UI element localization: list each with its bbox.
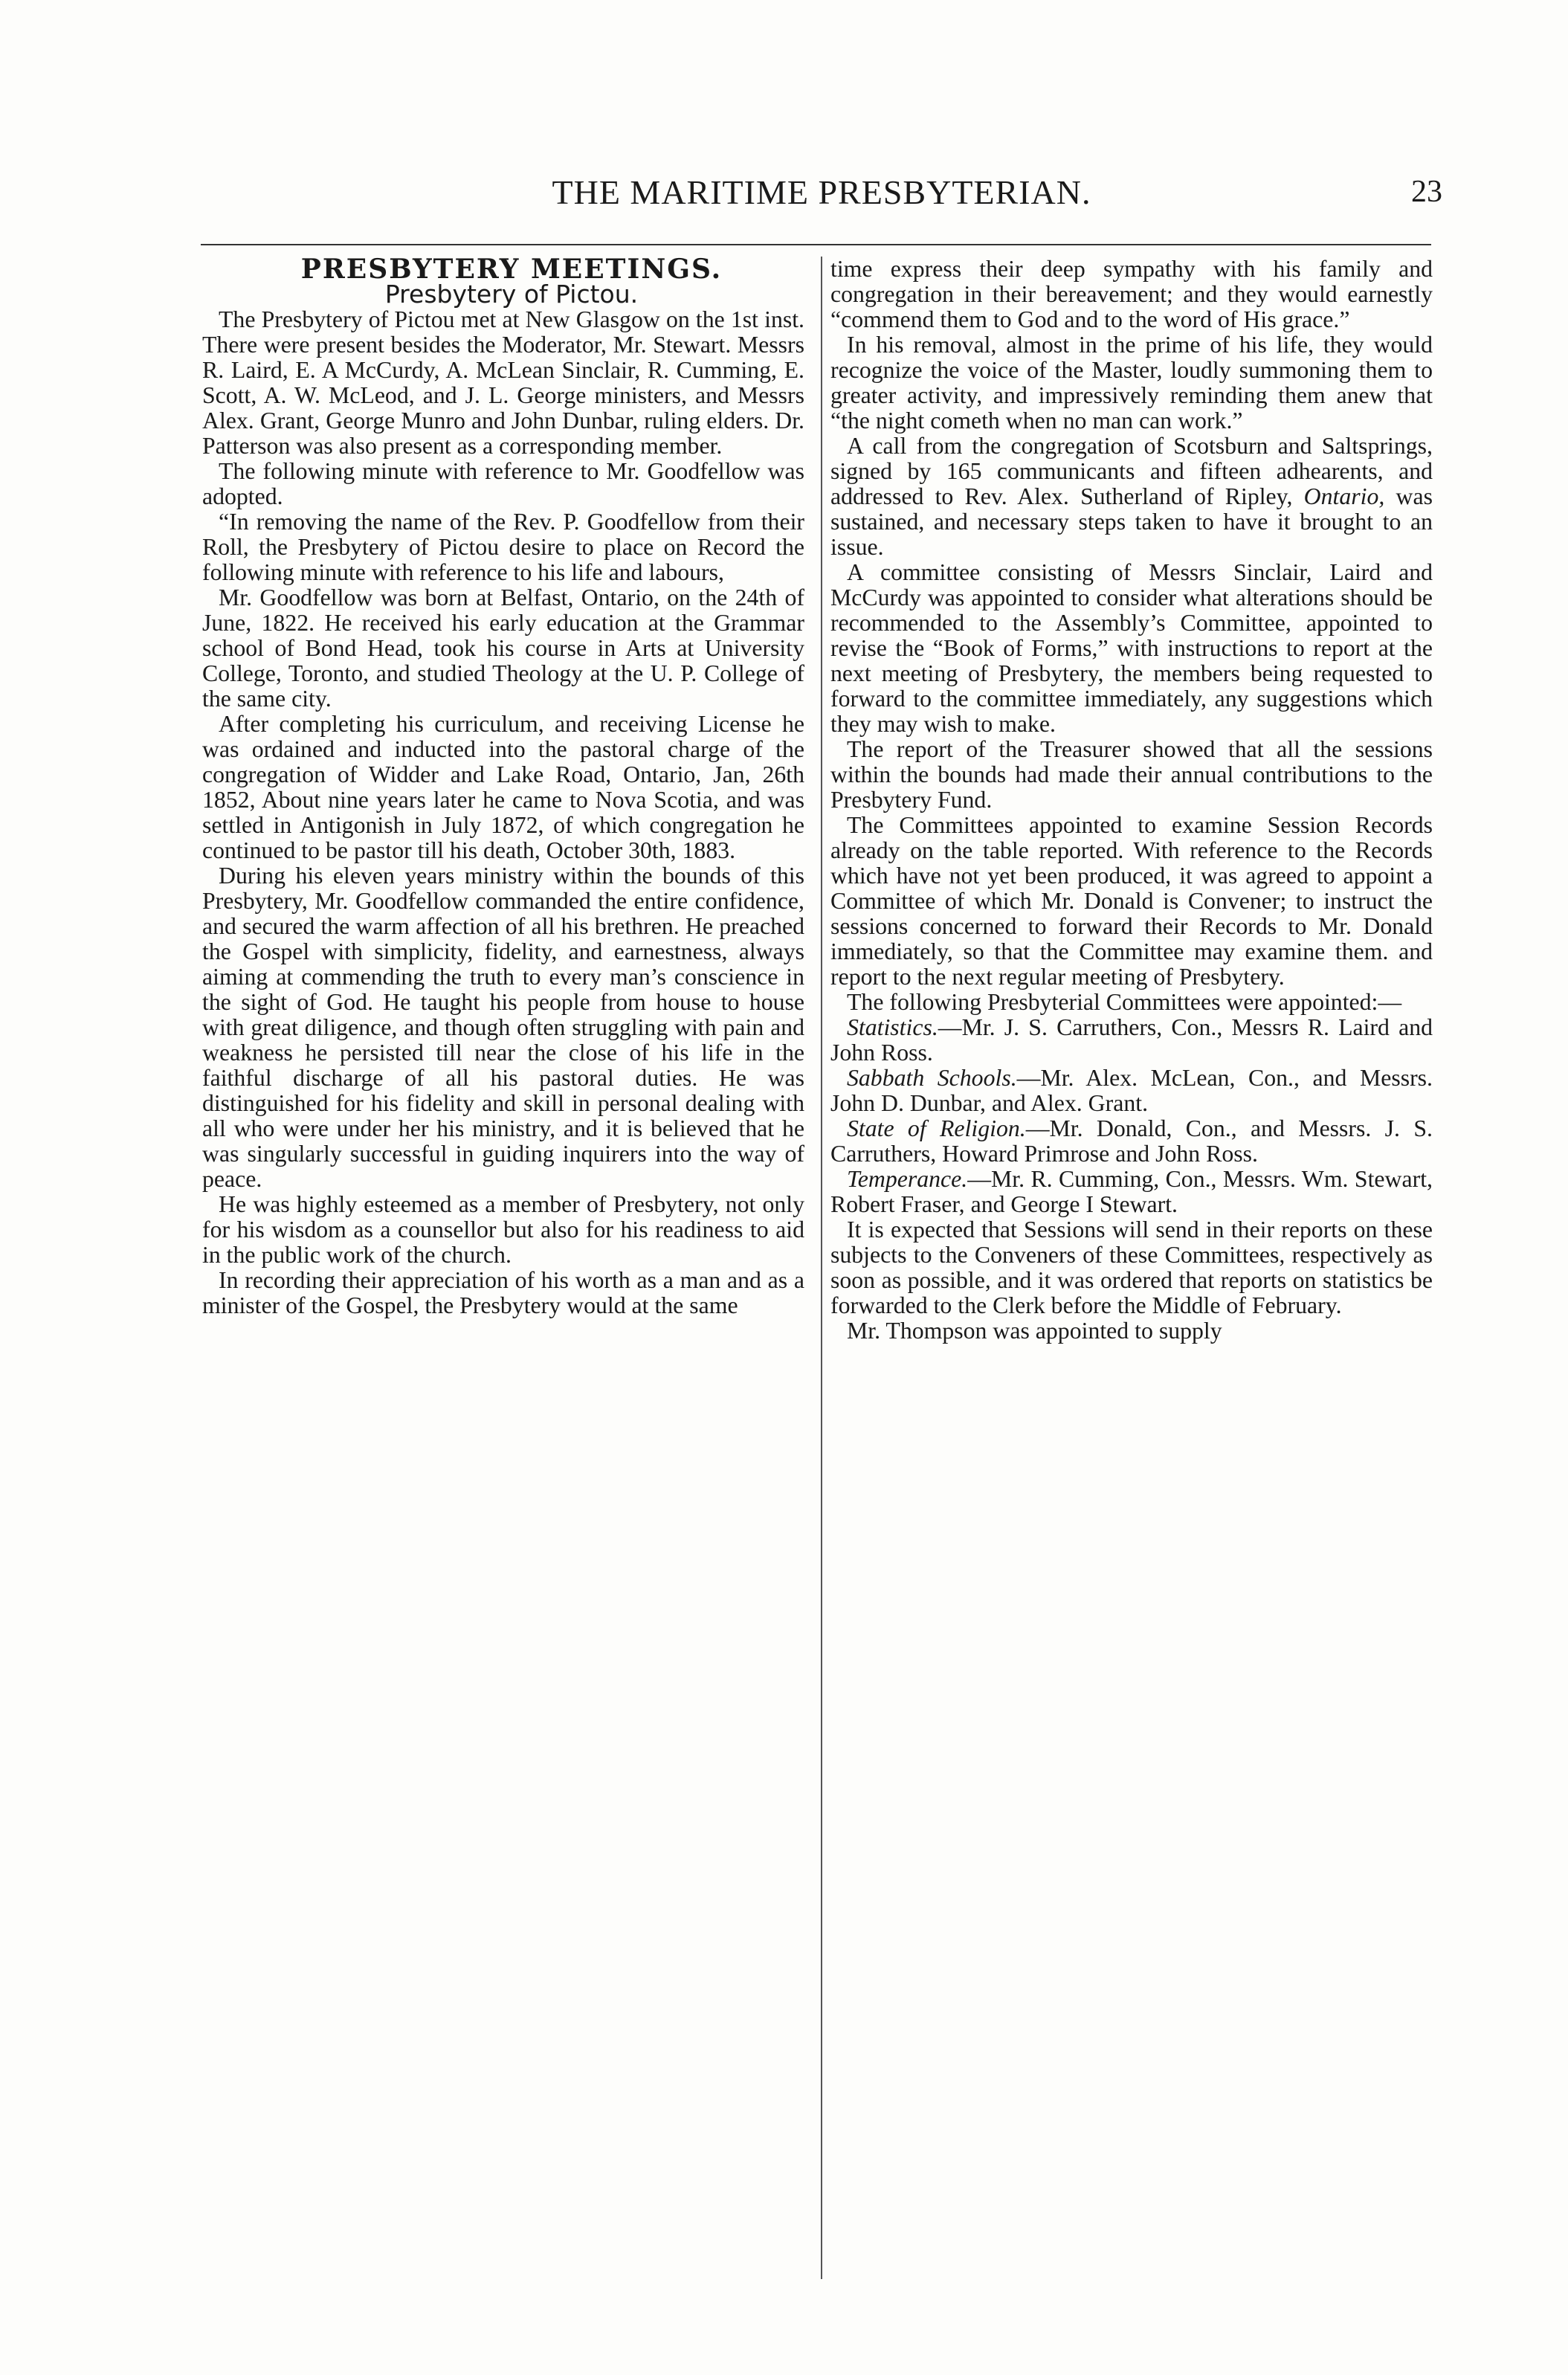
paragraph-call (830, 434, 1433, 560)
paragraph-meeting-attendance: The Presbytery of Pictou met at New Glasgow on the 1st inst. There were present besides the Moderator, Mr. Stewart. Messrs R. Laird, E. A McCurdy, A. McLean Sinclair, R. Cumming, E. Scott, A. W. McLeod, and J. L. George ministers, and Messrs Alex. Grant, George Munro and John Dunbar, ruling elders. Dr. Patterson was also present as a corresponding member. (202, 306, 804, 459)
paragraph-minute-intro: The following minute with reference to Mr. Goodfellow was adopted. (202, 458, 804, 509)
paragraph-esteem: He was highly esteemed as a member of Presbytery, not only for his wisdom as a counsellor but also for his readiness to aid in the public work of the church. (202, 1191, 804, 1268)
section-heading: PRESBYTERY MEETINGS. (300, 254, 723, 285)
paragraph-ministry: During his eleven years ministry within the bounds of this Presbytery, Mr. Goodfellow commanded the entire confidence, and secured the warm affection of all his brethren. He preached the Gospel with simplicity, fidelity, and earnestness, always aiming at commending the truth to every man’s conscience in the sight of God. He taught his people from house to house with great diligence, and though often struggling with pain and weakness he persisted till near the close of his life in the faithful discharge of all his pastoral duties. He was distinguished for his fidelity and skill in personal dealing with all who were under her his ministry, and it is believed that he was singularly successful in guiding inquirers into the way of peace. (202, 863, 804, 1192)
running-title: THE MARITIME PRESBYTERIAN. (552, 173, 1091, 211)
paragraph-biography-ordination: After completing his curriculum, and receiving License he was ordained and inducted into the pastoral charge of the congregation of Widder and Lake Road, Ontario, Jan, 26th 1852, About nine years later he came to Nova Scotia, and was settled in Antigonish in July 1872, of which congregation he continued to be pastor till his death, October 30th, 1883. (202, 711, 804, 863)
committee-label: Sabbath Schools. (847, 1065, 1017, 1091)
paragraph-appreciation: In recording their appreciation of his worth as a man and as a minister of the Gospel, the Presbytery would at the same (202, 1267, 804, 1318)
committee-label: Temperance. (847, 1166, 968, 1192)
committee-state-of-religion (830, 1116, 1433, 1167)
committee-members: —Mr. J. S. Carruthers, Con., Messrs R. Laird and John Ross. (830, 1014, 1433, 1066)
committee-temperance (830, 1167, 1433, 1217)
left-column (202, 254, 804, 1318)
call-text-a: A call from the congregation of Scotsburn and Saltsprings, signed by 165 communicants and fifteen adhearents, and addressed to Rev. Alex. Sutherland of Ripley, (830, 433, 1433, 509)
committee-label: State of Religion. (847, 1115, 1026, 1141)
committee-members: —Mr. R. Cumming, Con., Messrs. Wm. Stewart, Robert Fraser, and George I Stewart. (830, 1166, 1433, 1217)
paragraph-minute-opening: “In removing the name of the Rev. P. Goodfellow from their Roll, the Presbytery of Pictou desire to place on Record the following minute with reference to his life and labours, (202, 509, 804, 585)
paragraph-removal: In his removal, almost in the prime of his life, they would recognize the voice of the Master, loudly summoning them to greater activity, and impressively reminding them anew that “the night cometh when no man can work.” (830, 332, 1433, 434)
header-rule (201, 244, 1431, 245)
paragraph-sessions-reports: It is expected that Sessions will send in their reports on these subjects to the Conveners of these Committees, respectively as soon as possible, and it was ordered that reports on statistics be forwarded to the Clerk before the Middle of February. (830, 1216, 1433, 1318)
page-number: 23 (1411, 175, 1442, 209)
column-divider (821, 257, 822, 2279)
committee-members: —Mr. Donald, Con., and Messrs. J. S. Carruthers, Howard Primrose and John Ross. (830, 1115, 1433, 1167)
committee-members: —Mr. Alex. McLean, Con., and Messrs. John D. Dunbar, and Alex. Grant. (830, 1065, 1433, 1116)
running-head (201, 173, 1442, 225)
paragraph-treasurer: The report of the Treasurer showed that all the sessions within the bounds had made their annual contributions to the Presbytery Fund. (830, 736, 1433, 813)
committee-sabbath-schools (830, 1066, 1433, 1116)
call-text-b: was sustained, and necessary steps taken to have it brought to an issue. (830, 483, 1433, 560)
right-column (830, 257, 1433, 1344)
paragraph-sympathy: time express their deep sympathy with his family and congregation in their bereavement; and they would earnestly “commend them to God and to the word of His grace.” (830, 256, 1433, 332)
presbytery-subheading: Presbytery of Pictou. (384, 280, 639, 309)
paragraph-biography-birth: Mr. Goodfellow was born at Belfast, Ontario, on the 24th of June, 1822. He received his early education at the Grammar school of Bond Head, took his course in Arts at University College, Toronto, and studied Theology at the U. P. College of the same city. (202, 584, 804, 712)
paragraph-committees-intro: The following Presbyterial Committees were appointed:— (847, 989, 1402, 1015)
paragraph-committee-forms: A committee consisting of Messrs Sinclair, Laird and McCurdy was appointed to consider what alterations should be recommended to the Assembly’s Committee, appointed to revise the “Book of Forms,” with instructions to report at the next meeting of Presbytery, the members being requested to forward to the committee immediately, any suggestions which they may wish to make. (830, 559, 1433, 737)
committee-statistics (830, 1015, 1433, 1066)
call-place-italic: Ontario, (1303, 483, 1385, 509)
paragraph-session-records: The Committees appointed to examine Session Records already on the table reported. With reference to the Records which have not yet been produced, it was agreed to appoint a Committee of which Mr. Donald is Convener; to instruct the sessions concerned to forward their Records to Mr. Donald immediately, so that the Committee may examine them. and report to the next regular meeting of Presbytery. (830, 812, 1433, 990)
committee-label: Statistics. (847, 1014, 938, 1040)
paragraph-thompson: Mr. Thompson was appointed to supply (847, 1318, 1222, 1344)
